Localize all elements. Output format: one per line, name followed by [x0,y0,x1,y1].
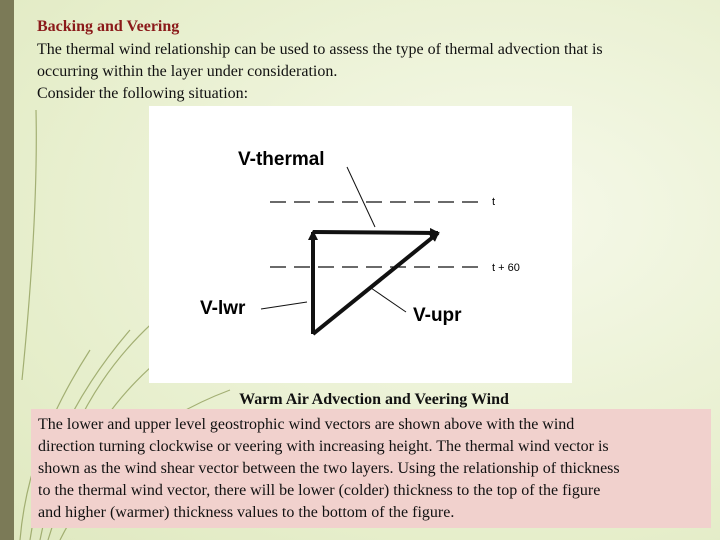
intro-line: occurring within the layer under consideration. [37,63,338,80]
intro-line: Consider the following situation: [37,85,249,102]
thickness-label-top: t [492,196,496,208]
explanation-box [31,409,711,528]
figure-caption: Warm Air Advection and Veering Wind [239,391,509,408]
lower-pointer-line [261,302,307,309]
note-line: shown as the wind shear vector between the two layers. Using the relationship of thickness [38,460,620,477]
diagram-svg [149,106,572,383]
note-line: and higher (warmer) thickness values to the bottom of the figure. [38,504,455,521]
slide-title: Backing and Veering [37,18,180,35]
intro-text [37,39,707,105]
upper-pointer-line [371,288,406,312]
note-line: The lower and upper level geostrophic wind vectors are shown above with the wind [38,416,575,433]
v-upper-label: V-upr [413,305,462,326]
v-thermal-label: V-thermal [238,149,325,170]
thermal-wind-diagram [149,106,572,383]
note-line: direction turning clockwise or veering with increasing height. The thermal wind vector is [38,438,609,455]
thickness-label-bottom: t + 60 [492,262,520,274]
v-thermal-vector [313,232,438,233]
note-line: to the thermal wind vector, there will be lower (colder) thickness to the top of the figure [38,482,601,499]
thermal-pointer-line [347,167,375,227]
intro-line: The thermal wind relationship can be used to assess the type of thermal advection that is [37,41,603,58]
v-lower-label: V-lwr [200,298,246,319]
